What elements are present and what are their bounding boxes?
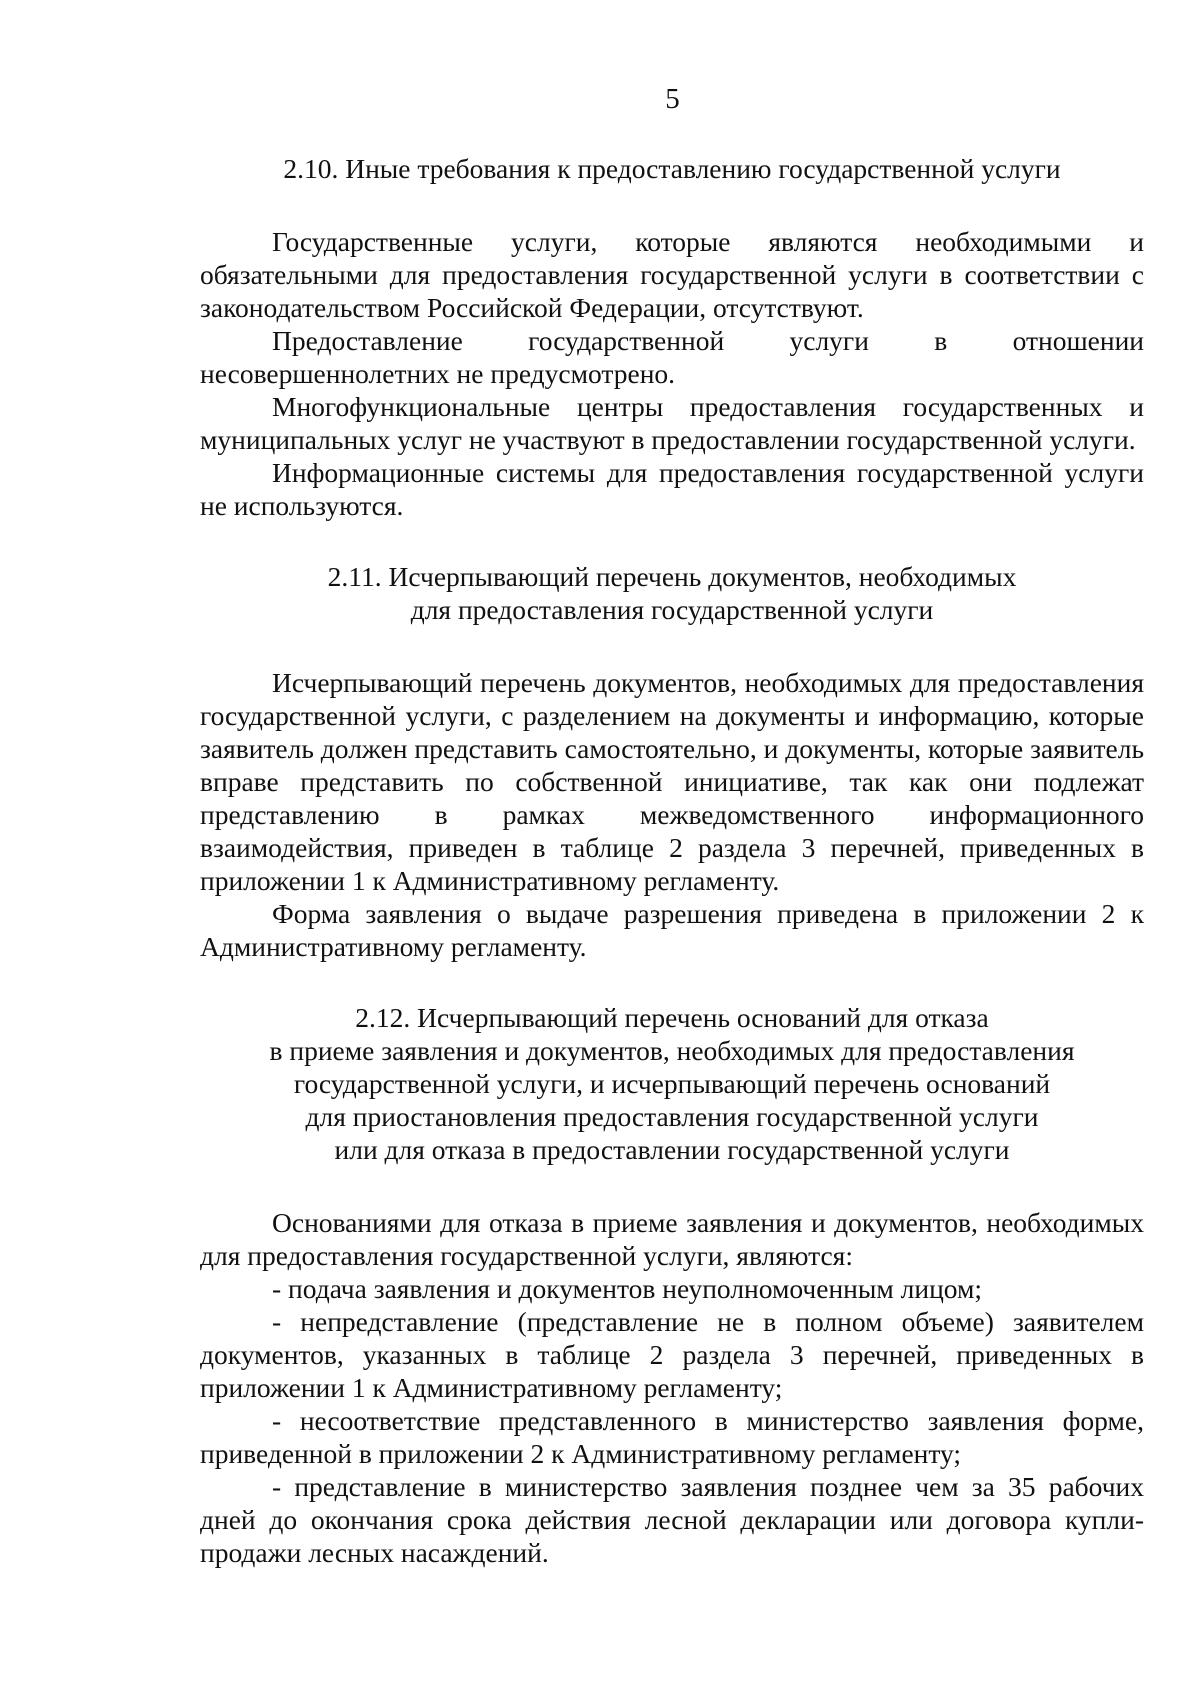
spacer <box>200 963 1144 1001</box>
section-2-10-paragraph-1: Государственные услуги, которые являются необходимыми и обязательными для предоставления государственной услуги в соответствии с законодательством Российской Федерации, отсутствуют. <box>200 226 1144 323</box>
section-2-10-heading: 2.10. Иные требования к предоставлению государственной услуги <box>283 153 1061 184</box>
document-body <box>200 152 1144 1569</box>
list-item: - несоответствие представленного в министерство заявления форме, приведенной в приложении 2 к Административному регламенту; <box>200 1405 1144 1469</box>
section-2-10-paragraph-4: Информационные системы для предоставления государственной услуги не используются. <box>200 457 1144 521</box>
list-item: - подача заявления и документов неуполномоченным лицом; <box>272 1273 983 1304</box>
section-2-12-heading-line-4: для приостановления предоставления государственной услуги <box>305 1101 1039 1132</box>
spacer <box>200 185 1144 225</box>
spacer <box>200 1166 1144 1206</box>
section-2-12-heading-line-2: в приеме заявления и документов, необходимых для предоставления <box>269 1035 1075 1066</box>
page-number: 5 <box>665 83 680 115</box>
list-item: - непредставление (представление не в полном объеме) заявителем документов, указанных в таблице 2 раздела 3 перечней, приведенных в приложении 1 к Административному регламенту; <box>200 1306 1144 1403</box>
section-2-12-heading-line-1: 2.12. Исчерпывающий перечень оснований для отказа <box>355 1002 989 1033</box>
section-2-11-heading-line-1: 2.11. Исчерпывающий перечень документов, необходимых <box>327 561 1017 592</box>
section-2-11-heading-line-2: для предоставления государственной услуги <box>410 594 934 625</box>
spacer <box>200 522 1144 560</box>
section-2-11-paragraph-1: Исчерпывающий перечень документов, необходимых для предоставления государственной услуги, с разделением на документы и информацию, которые заявитель должен представить самостоятельно, и документы, которые заявитель вправе представить по собственной инициативе, так как они подлежат представлению в рамках межведомственного информационного взаимодействия, приведен в таблице 2 раздела 3 перечней, приведенных в приложении 1 к Административному регламенту. <box>200 667 1144 896</box>
section-2-10-paragraph-2: Предоставление государственной услуги в отношении несовершеннолетних не предусмотрено. <box>200 325 1144 389</box>
section-2-12-heading-line-5: или для отказа в предоставлении государственной услуги <box>334 1134 1010 1165</box>
spacer <box>200 626 1144 666</box>
section-2-12-intro: Основаниями для отказа в приеме заявления и документов, необходимых для предоставления государственной услуги, являются: <box>200 1207 1144 1271</box>
section-2-10-paragraph-3: Многофункциональные центры предоставления государственных и муниципальных услуг не участвуют в предоставлении государственной услуги. <box>200 391 1144 455</box>
list-item: - представление в министерство заявления позднее чем за 35 рабочих дней до окончания срока действия лесной декларации или договора купли-продажи лесных насаждений. <box>200 1471 1144 1568</box>
section-2-12-heading-line-3: государственной услуги, и исчерпывающий перечень оснований <box>293 1068 1051 1099</box>
section-2-11-paragraph-2: Форма заявления о выдаче разрешения приведена в приложении 2 к Административному регламенту. <box>200 898 1144 962</box>
